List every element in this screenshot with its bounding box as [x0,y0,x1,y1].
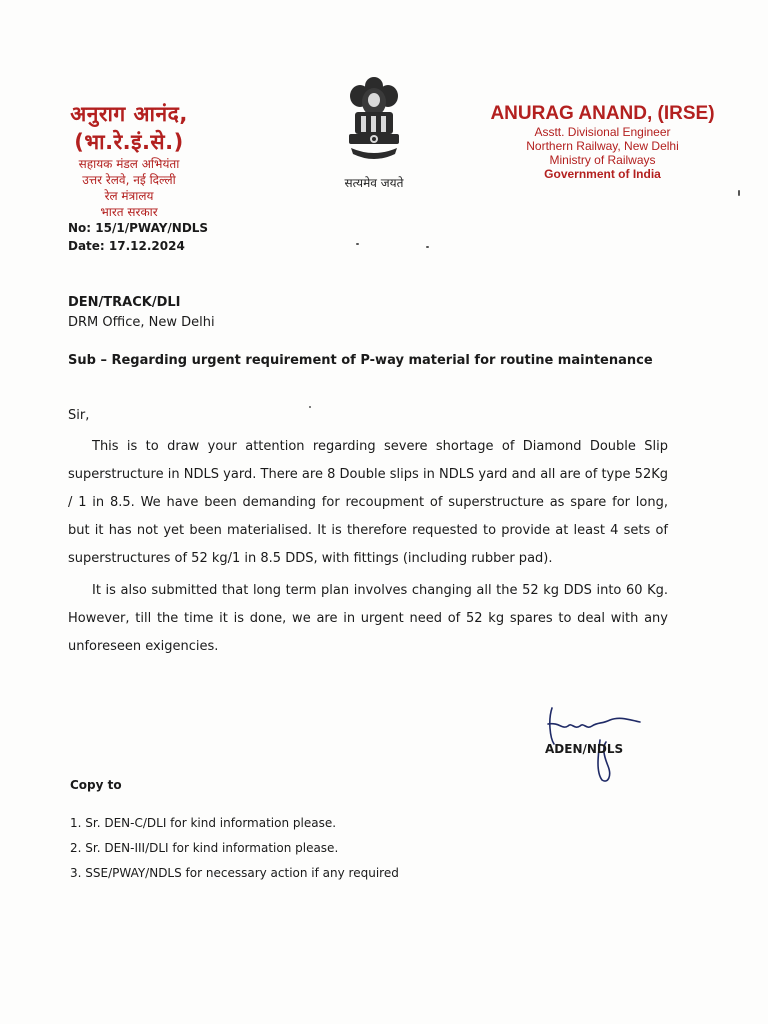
hindi-ministry: रेल मंत्रालय [104,189,154,203]
list-item: 2. Sr. DEN-III/DLI for kind information please. [70,841,339,855]
addressee-location: DRM Office, New Delhi [68,315,215,330]
copy-to-list [70,811,399,886]
body-paragraph-1 [68,433,668,573]
english-designation: Asstt. Divisional Engineer [534,125,671,139]
list-item: 1. Sr. DEN-C/DLI for kind information please. [70,816,337,830]
addressee-block [68,293,215,333]
salutation: Sir, [68,408,90,423]
letterhead-hindi [14,100,244,220]
addressee-office: DEN/TRACK/DLI [68,295,181,310]
signature-block [540,700,660,790]
letter-number: No: 15/1/PWAY/NDLS [68,221,209,235]
scan-speck [738,190,740,196]
copy-to-heading: Copy to [70,778,122,792]
english-organisation: Northern Railway, New Delhi [526,139,679,153]
hindi-government: भारत सरकार [100,205,158,219]
emblem-icon [339,72,409,172]
english-government: Government of India [544,167,661,181]
paragraph-1-text: This is to draw your attention regarding severe shortage of Diamond Double Slip superstructure in NDLS yard. There are 8 Double slips in NDLS yard and all are of type 52Kg / 1 in 8.5. We have been demanding for recoupment of superstructure as spare for long, but it has not yet been materialised. It is therefore requested to provide at least 4 sets of superstructures of 52 kg/1 in 8.5 DDS, with fittings (including rubber pad). [68,439,668,566]
english-ministry: Ministry of Railways [549,153,656,167]
body-paragraph-2 [68,577,668,661]
letter-date: Date: 17.12.2024 [68,239,185,253]
english-name: ANURAG ANAND, (IRSE) [490,103,715,124]
list-item: 3. SSE/PWAY/NDLS for necessary action if any required [70,866,399,880]
paragraph-2-text: It is also submitted that long term plan involves changing all the 52 kg DDS into 60 Kg. However, till the time it is done, we are in urgent need of 52 kg spares to deal with any unforeseen exigencies. [68,583,668,654]
scan-speck [356,243,359,245]
scan-speck [309,406,311,408]
letterhead-english [480,103,725,181]
reference-block [68,219,208,255]
national-emblem [328,72,420,194]
subject-line: Sub – Regarding urgent requirement of P-way material for routine maintenance [68,353,653,368]
emblem-motto: सत्यमेव जयते [344,176,404,190]
hindi-name: अनुराग आनंद, (भा.रे.इं.से.) [70,102,188,154]
scan-speck [426,246,429,248]
signatory-designation: ADEN/NDLS [545,742,624,756]
hindi-designation: सहायक मंडल अभियंता [78,157,180,171]
hindi-organisation: उत्तर रेलवे, नई दिल्ली [82,173,176,187]
